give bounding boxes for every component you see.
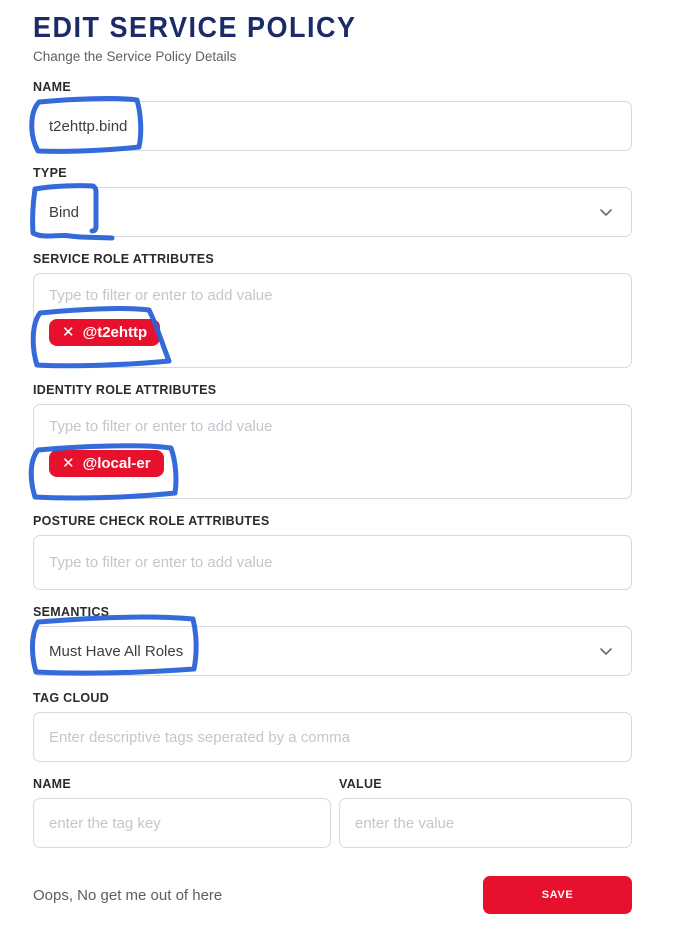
type-select[interactable] [33,187,632,237]
service-role-tag[interactable] [49,319,160,346]
tag-cloud-input[interactable] [33,712,632,762]
posture-check-role-attributes-input[interactable] [33,535,632,590]
service-role-attributes-label: SERVICE ROLE ATTRIBUTES [33,252,214,266]
identity-role-tag[interactable] [49,450,164,477]
semantics-select[interactable] [33,626,632,676]
custom-tag-key-input[interactable] [33,798,331,848]
service-role-attributes-input[interactable] [33,273,632,368]
custom-tag-value-label: VALUE [339,777,382,791]
remove-tag-icon[interactable]: ✕ [62,324,75,341]
semantics-select-value: Must Have All Roles [49,642,184,660]
service-role-attributes-placeholder: Type to filter or enter to add value [49,287,273,304]
page-title: EDIT SERVICE POLICY [33,12,357,44]
page-subtitle: Change the Service Policy Details [33,49,237,64]
chevron-down-icon [597,642,615,660]
name-input[interactable] [33,101,632,151]
posture-check-role-attributes-label: POSTURE CHECK ROLE ATTRIBUTES [33,514,270,528]
identity-role-attributes-label: IDENTITY ROLE ATTRIBUTES [33,383,217,397]
identity-role-tag-label: @local-er [82,455,151,472]
save-button[interactable]: SAVE [483,876,632,914]
custom-tag-name-label: NAME [33,777,72,791]
semantics-label: SEMANTICS [33,605,110,619]
identity-role-attributes-input[interactable] [33,404,632,499]
name-label: NAME [33,80,72,94]
identity-role-attributes-placeholder: Type to filter or enter to add value [49,418,273,435]
posture-check-placeholder: Type to filter or enter to add value [49,554,273,571]
edit-service-policy-form [33,12,632,914]
chevron-down-icon [597,203,615,221]
custom-tag-value-input[interactable] [339,798,632,848]
service-role-tag-label: @t2ehttp [82,324,148,341]
tag-cloud-label: TAG CLOUD [33,691,110,705]
remove-tag-icon[interactable]: ✕ [62,455,75,472]
type-label: TYPE [33,166,67,180]
cancel-link[interactable]: Oops, No get me out of here [33,886,223,904]
type-select-value: Bind [49,203,80,221]
